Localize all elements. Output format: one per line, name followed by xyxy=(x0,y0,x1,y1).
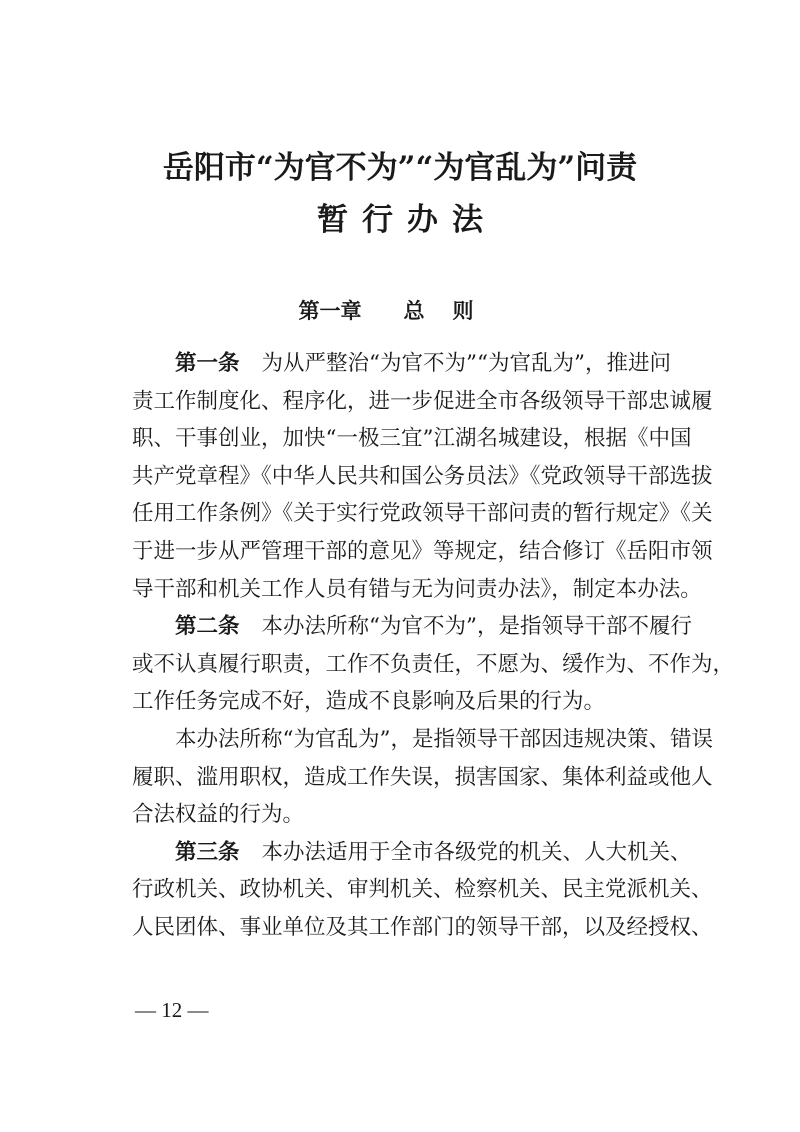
article-label: 第三条 xyxy=(175,839,240,865)
article-line xyxy=(132,608,693,646)
article-line: 行政机关、政协机关、审判机关、检察机关、民主党派机关、 xyxy=(132,877,713,903)
article-line: 职、干事创业，加快“一极三宜”江湖名城建设，根据《中国 xyxy=(132,426,692,452)
chapter-heading xyxy=(0,297,800,325)
article-text: 为从严整治“为官不为”“为官乱为”，推进问 xyxy=(261,351,671,376)
article-2 xyxy=(132,608,735,721)
article-line: 任用工作条例》《关于实行党政领导干部问责的暂行规定》《关 xyxy=(132,501,713,527)
chapter-name: 总则 xyxy=(403,299,502,323)
article-line: 共产党章程》《中华人民共和国公务员法》《党政领导干部选拔 xyxy=(132,463,713,489)
article-line: 或不认真履行职责，工作不负责任，不愿为、缓作为、不作为， xyxy=(132,651,735,677)
article-line xyxy=(132,345,671,383)
document-title-line-1: 岳阳市“为官不为”“为官乱为”问责 xyxy=(162,150,638,186)
article-text: 本办法所称“为官不为”，是指领导干部不履行 xyxy=(261,614,693,640)
page-number: — 12 — xyxy=(135,998,209,1022)
document-title-line-2: 暂行办法 xyxy=(317,202,497,238)
article-label: 第一条 xyxy=(175,351,240,376)
article-line: 履职、滥用职权，造成工作失误，损害国家、集体利益或他人 xyxy=(132,764,713,790)
article-text: 本办法适用于全市各级党的机关、人大机关、 xyxy=(261,839,692,865)
article-line: 本办法所称“为官乱为”，是指领导干部因违规决策、错误 xyxy=(175,726,713,752)
article-line: 责工作制度化、程序化，进一步促进全市各级领导干部忠诚履 xyxy=(132,388,713,414)
article-label: 第二条 xyxy=(175,614,240,640)
article-1 xyxy=(132,345,713,608)
article-3 xyxy=(132,834,713,947)
article-2-paragraph-2 xyxy=(132,721,713,834)
chapter-number: 第一章 xyxy=(298,299,362,323)
article-line: 导干部和机关工作人员有错与无为问责办法》，制定本办法。 xyxy=(132,576,702,602)
article-line: 人民团体、事业单位及其工作部门的领导干部，以及经授权、 xyxy=(132,914,713,940)
article-line xyxy=(132,834,692,872)
article-line: 工作任务完成不好，造成不良影响及后果的行为。 xyxy=(132,689,606,715)
article-line: 于进一步从严管理干部的意见》等规定，结合修订《岳阳市领 xyxy=(132,538,713,564)
article-line: 合法权益的行为。 xyxy=(132,802,305,828)
document-body xyxy=(132,345,735,947)
